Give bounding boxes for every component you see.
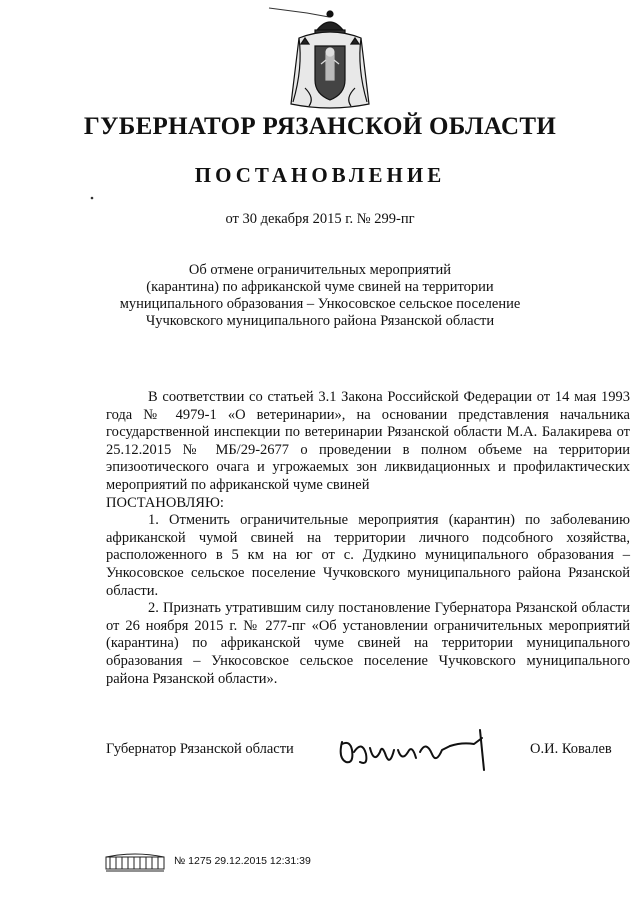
margin-dot: [90, 196, 94, 200]
subject-line: (карантина) по африканской чуме свиней на территории: [146, 279, 494, 295]
coat-of-arms-icon: [285, 8, 375, 114]
item-1-paragraph: 1. Отменить ограничительные мероприятия (карантин) по заболеванию африканской чумой свиней на территории личного подсобного хозяйства, расположенного в 5 км на юг от с. Дудкино муниципального образования – Ункосовское сельское поселение Чучковского муниципального района Рязанской области.: [106, 512, 630, 599]
intro-paragraph: В соответствии со статьей 3.1 Закона Российской Федерации от 14 мая 1993 года № 4979-1 «О ветеринарии», на основании представления начальника государственной инспекции по ветеринарии Рязанской области М.А. Балакирева от 25.12.2015 № МБ/29-2677 о проведении в полном объеме на территории эпизоотического очага и угрожаемых зон ликвидационных и профилактических мероприятий по африканской чуме свиней: [106, 389, 630, 493]
page-title: ГУБЕРНАТОР РЯЗАНСКОЙ ОБЛАСТИ: [83, 113, 557, 140]
document-type: ПОСТАНОВЛЕНИЕ: [194, 163, 446, 187]
signatory-position: Губернатор Рязанской области: [106, 741, 294, 757]
item-2-paragraph: 2. Признать утратившим силу постановление Губернатора Рязанской области от 26 ноября 2015 г. № 277-пг «Об установлении ограничительных мероприятий (карантина) по африканской чуме свиней на территории муниципального образования – Ункосовское сельское поселение Чучковского муниципального района Рязанской области».: [106, 600, 630, 687]
registration-stamp: № 1275 29.12.2015 12:31:39: [174, 855, 311, 867]
document-date-number: от 30 декабря 2015 г. № 299-пг: [225, 211, 415, 227]
decree-word: ПОСТАНОВЛЯЮ:: [106, 494, 224, 511]
registry-stamp-icon: [104, 851, 166, 873]
handwritten-signature: [332, 722, 492, 777]
signatory-name: О.И. Ковалев: [530, 741, 612, 757]
subject-line: Об отмене ограничительных мероприятий: [188, 262, 452, 278]
document-subject: [80, 262, 560, 330]
subject-line: муниципального образования – Ункосовское сельское поселение: [119, 296, 521, 312]
document-body: [106, 389, 630, 688]
subject-line: Чучковского муниципального района Рязанской области: [145, 313, 495, 329]
